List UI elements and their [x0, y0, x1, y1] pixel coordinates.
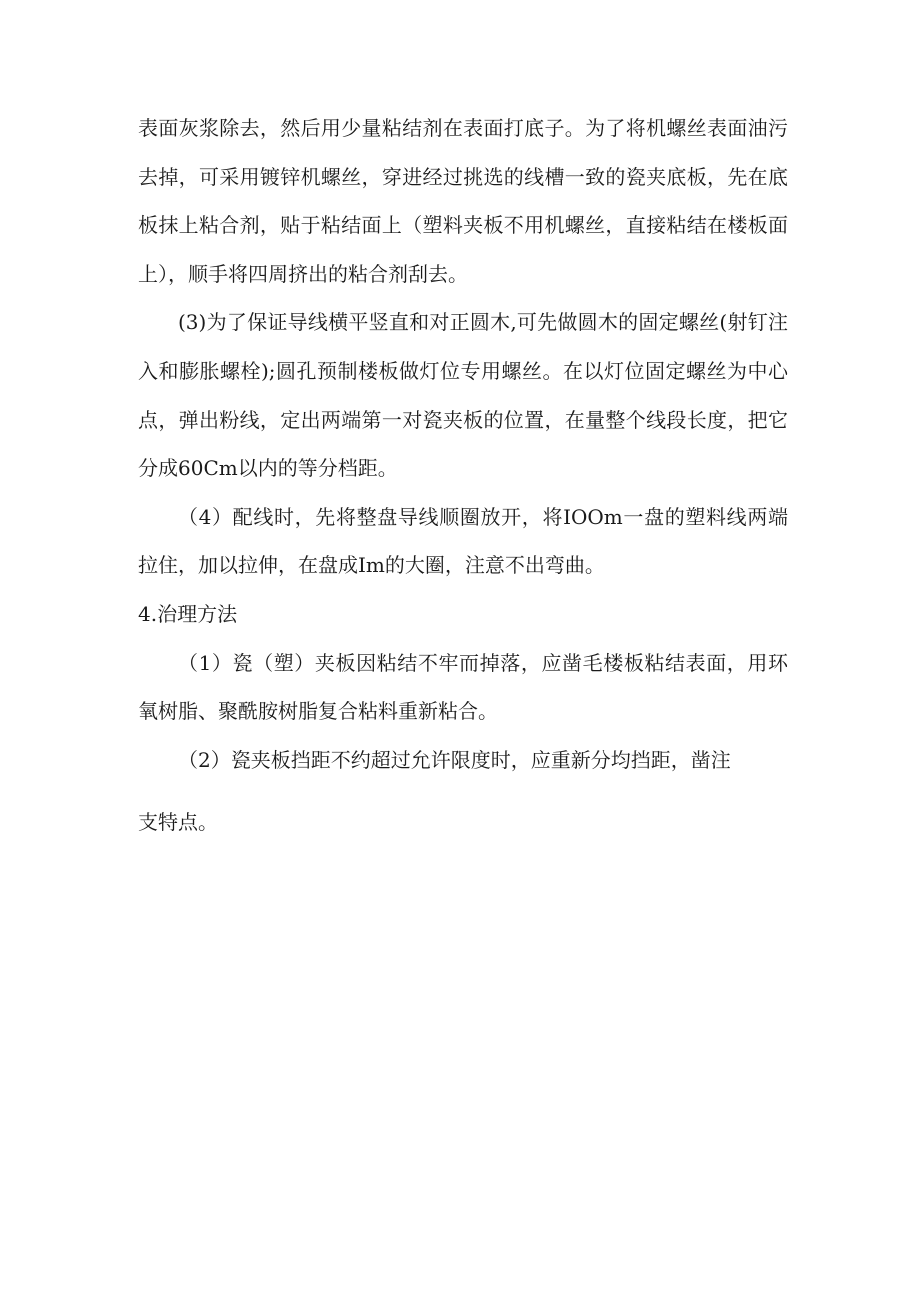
document-body [138, 104, 788, 847]
paragraph-remedy-1: （1）瓷（塑）夹板因粘结不牢而掉落，应凿毛楼板粘结表面，用环氧树脂、聚酰胺树脂复合粘料重新粘合。 [138, 650, 788, 724]
paragraph-item-3: (3)为了保证导线横平竖直和对正圆木,可先做圆木的固定螺丝(射钉注入和膨胀螺栓);圆孔预制楼板做灯位专用螺丝。在以灯位固定螺丝为中心点，弹出粉线，定出两端第一对瓷夹板的位置，在量整个线段长度，把它分成60Cm以内的等分档距。 [138, 310, 788, 481]
paragraph-remedy-2-end: 支特点。 [138, 810, 218, 835]
paragraph-item-4: （4）配线时，先将整盘导线顺圈放开，将IOOm一盘的塑料线两端拉住，加以拉伸，在盘成Im的大圈，注意不出弯曲。 [138, 504, 788, 578]
paragraph-remedy-2: （2）瓷夹板挡距不约超过允许限度时，应重新分均挡距，凿注 [178, 747, 731, 772]
paragraph-continuation: 表面灰浆除去，然后用少量粘结剂在表面打底子。为了将机螺丝表面油污去掉，可采用镀锌机螺丝，穿进经过挑选的线槽一致的瓷夹底板，先在底板抹上粘合剂，贴于粘结面上（塑料夹板不用机螺丝，直接粘结在楼板面上），顺手将四周挤出的粘合剂刮去。 [138, 116, 788, 286]
section-heading: 4.治理方法 [138, 601, 238, 626]
